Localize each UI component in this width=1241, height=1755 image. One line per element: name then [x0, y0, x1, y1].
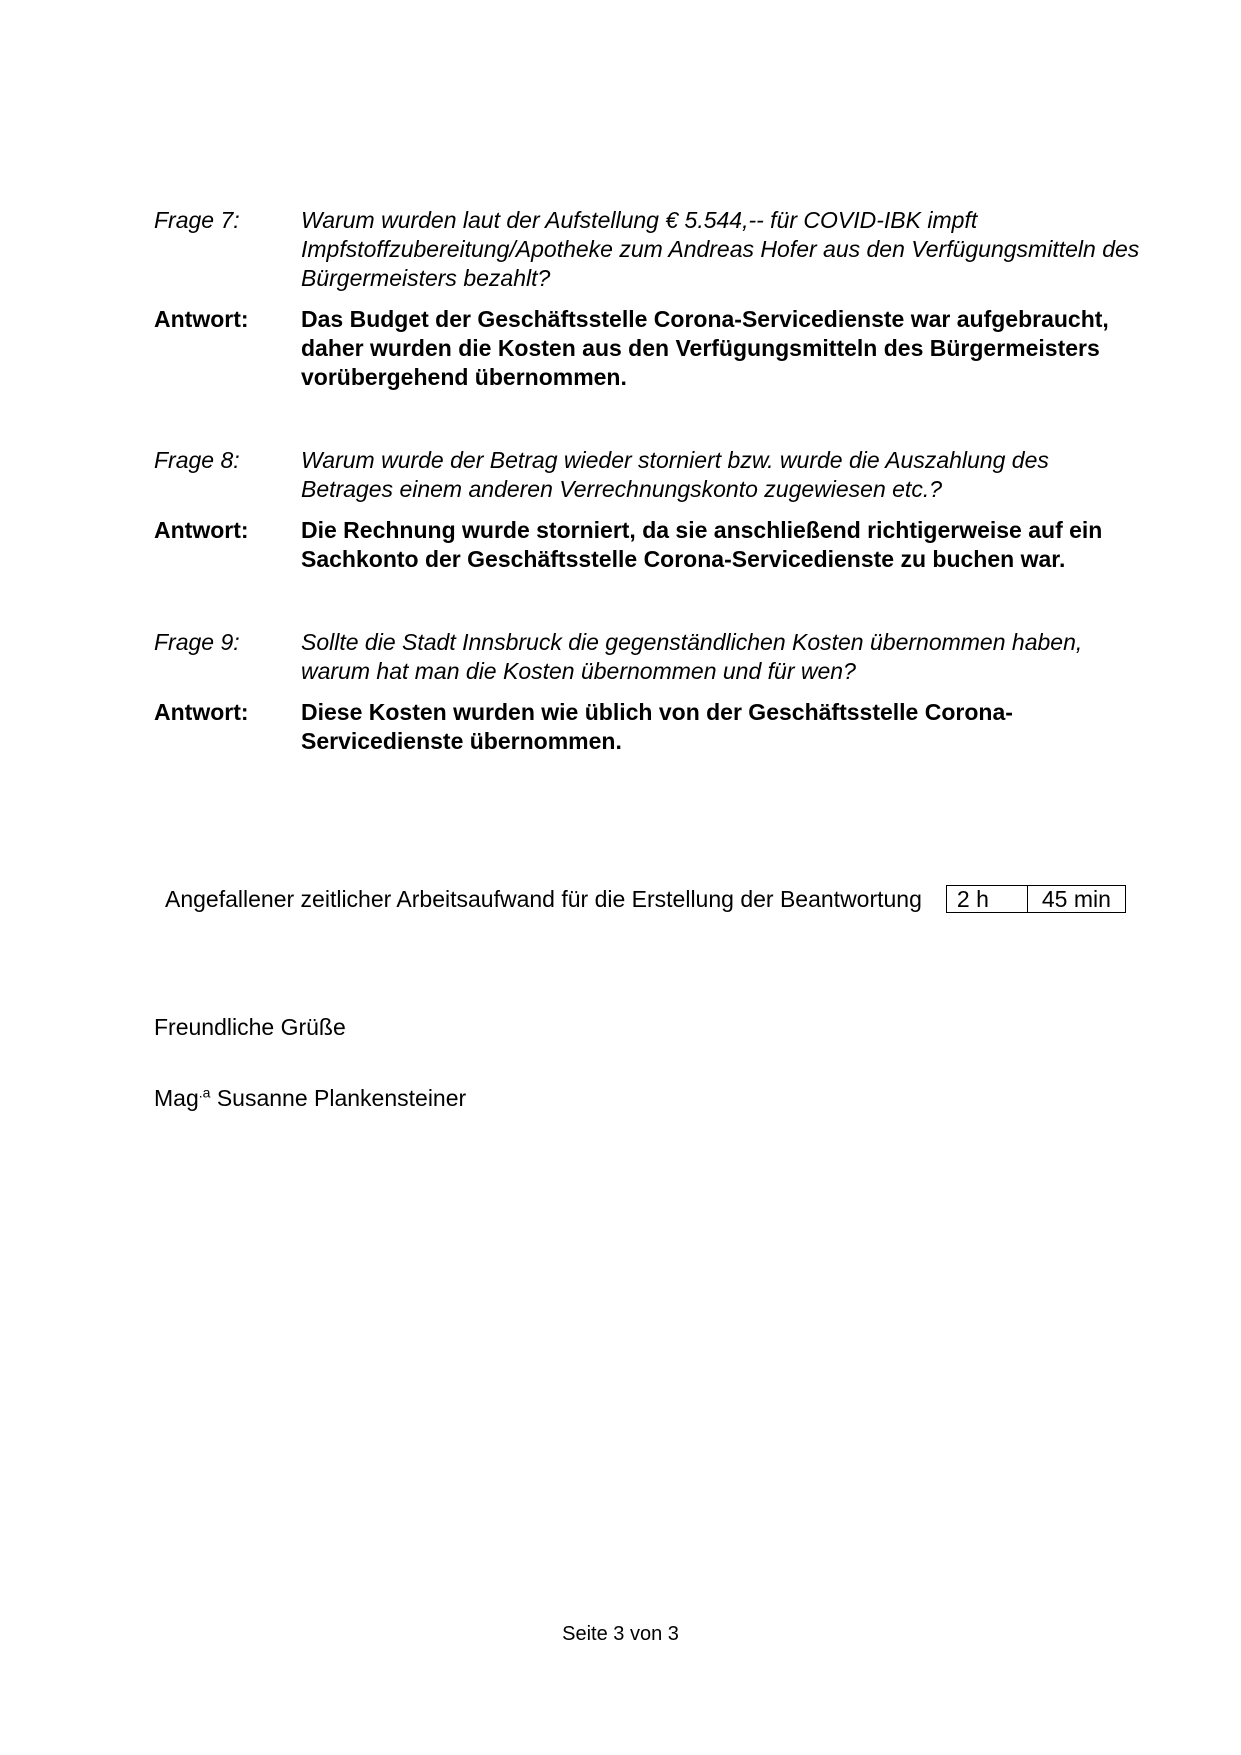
- page-number-footer: Seite 3 von 3: [562, 1623, 679, 1645]
- signature: [154, 1084, 466, 1113]
- qa-block-7: [154, 206, 1144, 392]
- work-effort-hours: 2 h: [947, 886, 1028, 912]
- question-label: Frage 7:: [154, 207, 240, 233]
- work-effort-minutes: 45 min: [1041, 886, 1111, 912]
- closing-greeting: Freundliche Grüße: [154, 1014, 346, 1040]
- answer-row: [154, 305, 1144, 392]
- answer-row: [154, 698, 1144, 756]
- work-effort: [165, 885, 1126, 913]
- question-row: [154, 446, 1144, 504]
- answer-label: Antwort:: [154, 517, 249, 543]
- answer-text: Die Rechnung wurde storniert, da sie anschließend richtigerweise auf ein Sachkonto der Geschäftsstelle Corona-Servicedienste zu buchen war.: [301, 517, 1103, 572]
- answer-text: Das Budget der Geschäftsstelle Corona-Servicedienste war aufgebraucht, daher wurden die Kosten aus den Verfügungsmitteln des Bürgermeisters vorübergehend übernommen.: [301, 306, 1109, 390]
- answer-label: Antwort:: [154, 699, 249, 725]
- question-text: Warum wurden laut der Aufstellung € 5.544,-- für COVID-IBK impft Impfstoffzubereitung/Apotheke zum Andreas Hofer aus den Verfügungsmitteln des Bürgermeisters bezahlt?: [301, 207, 1140, 291]
- work-effort-box: [946, 885, 1126, 913]
- question-text: Sollte die Stadt Innsbruck die gegenständlichen Kosten übernommen haben, warum hat man die Kosten übernommen und für wen?: [301, 629, 1083, 684]
- signature-name: Susanne Plankensteiner: [216, 1085, 467, 1111]
- question-label: Frage 8:: [154, 447, 240, 473]
- question-row: [154, 206, 1144, 293]
- signature-title: Mag: [154, 1085, 199, 1111]
- work-effort-label: Angefallener zeitlicher Arbeitsaufwand für die Erstellung der Beantwortung: [165, 886, 922, 912]
- answer-row: [154, 516, 1144, 574]
- qa-block-8: [154, 446, 1144, 574]
- question-label: Frage 9:: [154, 629, 240, 655]
- qa-block-9: [154, 628, 1144, 756]
- question-text: Warum wurde der Betrag wieder storniert bzw. wurde die Auszahlung des Betrages einem anderen Verrechnungskonto zugewiesen etc.?: [301, 447, 1049, 502]
- signature-title-suffix: .a: [198, 1084, 211, 1101]
- answer-text: Diese Kosten wurden wie üblich von der Geschäftsstelle Corona-Servicedienste übernommen.: [301, 699, 1013, 754]
- answer-label: Antwort:: [154, 306, 249, 332]
- question-row: [154, 628, 1144, 686]
